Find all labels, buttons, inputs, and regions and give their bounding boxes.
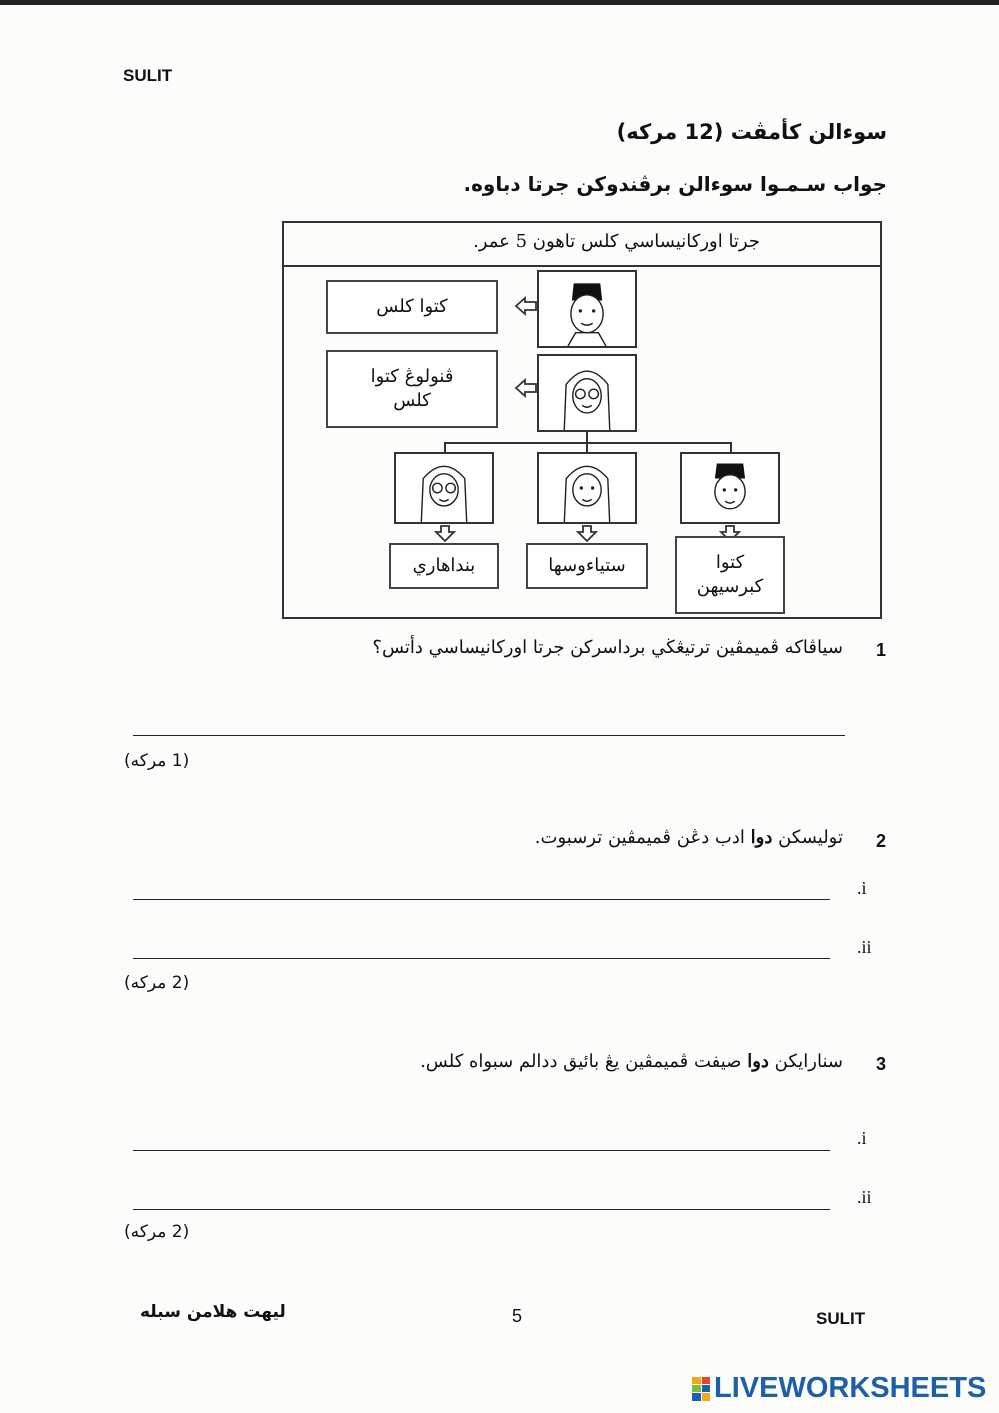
- section-title: سوءالن كأمڤت (12 مركه): [616, 120, 887, 144]
- down-arrow-icon: [575, 524, 599, 542]
- question-3-answer-line-i[interactable]: [133, 1150, 830, 1151]
- question-2-answer-line-ii[interactable]: [133, 958, 830, 959]
- ketua-kelas-photo: [537, 270, 637, 348]
- label-penolong-line2: كلس: [393, 390, 431, 411]
- footer-sulit: SULIT: [816, 1309, 866, 1328]
- girl-glasses-face-icon: [539, 356, 635, 430]
- question-1-number: 1: [876, 640, 887, 660]
- question-2-text-after: ادب دڠن ڤميمڤين ترسبوت.: [534, 827, 751, 848]
- girl-face-icon: [539, 454, 635, 522]
- question-3-text-after: صيفت ڤميمڤين يڠ بائيق ددالم سبواه كلس.: [420, 1051, 748, 1072]
- question-2-number: 2: [876, 831, 887, 851]
- left-arrow-icon: [514, 296, 538, 316]
- org-chart: [282, 221, 882, 619]
- kebersihan-photo: [680, 452, 780, 524]
- question-1-text: سياڤاكه ڤميمڤين ترتيڠڬي برداسركن جرتا اوركانيساسي دأتس؟: [372, 637, 843, 658]
- org-chart-header: [284, 223, 880, 267]
- question-2-roman-i: .i: [857, 878, 867, 898]
- label-ketua-kebersihan: [675, 536, 785, 614]
- question-3-bold: دوا: [747, 1051, 769, 1072]
- question-2-answer-line-i[interactable]: [133, 899, 830, 900]
- label-setiausaha: [526, 543, 648, 589]
- setiausaha-photo: [537, 452, 637, 524]
- question-3-text-before: سنارايكن: [768, 1051, 843, 1072]
- footer-page-number: 5: [512, 1306, 523, 1326]
- label-bendahari-text: بنداهاري: [412, 554, 476, 576]
- liveworksheets-name: LIVEWORKSHEETS: [714, 1372, 987, 1404]
- label-penolong-ketua: [326, 350, 498, 428]
- bendahari-photo: [394, 452, 494, 524]
- question-2-roman-ii: .ii: [857, 937, 872, 957]
- footer-next-page: ليهت هلامن سبله: [140, 1302, 286, 1322]
- question-1-answer-line[interactable]: [133, 735, 845, 736]
- left-arrow-icon: [514, 378, 538, 398]
- section-instruction: جواب سـمـوا سوءالن برڤندوكن جرتا دباوه.: [463, 172, 887, 196]
- boy-face-icon: [682, 454, 778, 522]
- top-border: [0, 0, 999, 5]
- question-3-marks: (2 مركه): [124, 1222, 190, 1242]
- boy-face-icon: [539, 272, 635, 346]
- question-3-answer-line-ii[interactable]: [133, 1209, 830, 1210]
- question-1-marks: (1 مركه): [124, 751, 190, 771]
- question-2-text-before: توليسكن: [772, 827, 843, 848]
- label-ketua-kelas-text: كتوا كلس: [376, 295, 448, 317]
- liveworksheets-logo-icon: [692, 1377, 710, 1401]
- label-setiausaha-text: ستياءوسها: [548, 554, 626, 576]
- label-ketua-kelas: [326, 280, 498, 334]
- question-3-text: [420, 1051, 843, 1072]
- label-kebersihan-line2: كبرسيهن: [696, 576, 764, 597]
- label-bendahari: [389, 543, 499, 589]
- org-chart-caption: جرتا اوركانيساسي كلس تاهون 5 عمر.: [473, 231, 760, 252]
- label-penolong-line1: ڤنولوڠ كتوا: [370, 365, 454, 387]
- question-2-bold: دوا: [750, 827, 773, 848]
- question-3-roman-ii: .ii: [857, 1187, 872, 1207]
- question-3-number: 3: [876, 1054, 887, 1074]
- penolong-photo: [537, 354, 637, 432]
- liveworksheets-brand[interactable]: [692, 1372, 986, 1405]
- question-2-marks: (2 مركه): [124, 973, 190, 993]
- connector-horizontal: [444, 442, 732, 444]
- question-2-text: [535, 827, 843, 848]
- header-sulit: SULIT: [123, 66, 173, 85]
- down-arrow-icon: [433, 524, 457, 542]
- label-kebersihan-line1: كتوا: [715, 551, 745, 573]
- question-3-roman-i: .i: [857, 1128, 867, 1148]
- girl-glasses-face-icon: [396, 454, 492, 522]
